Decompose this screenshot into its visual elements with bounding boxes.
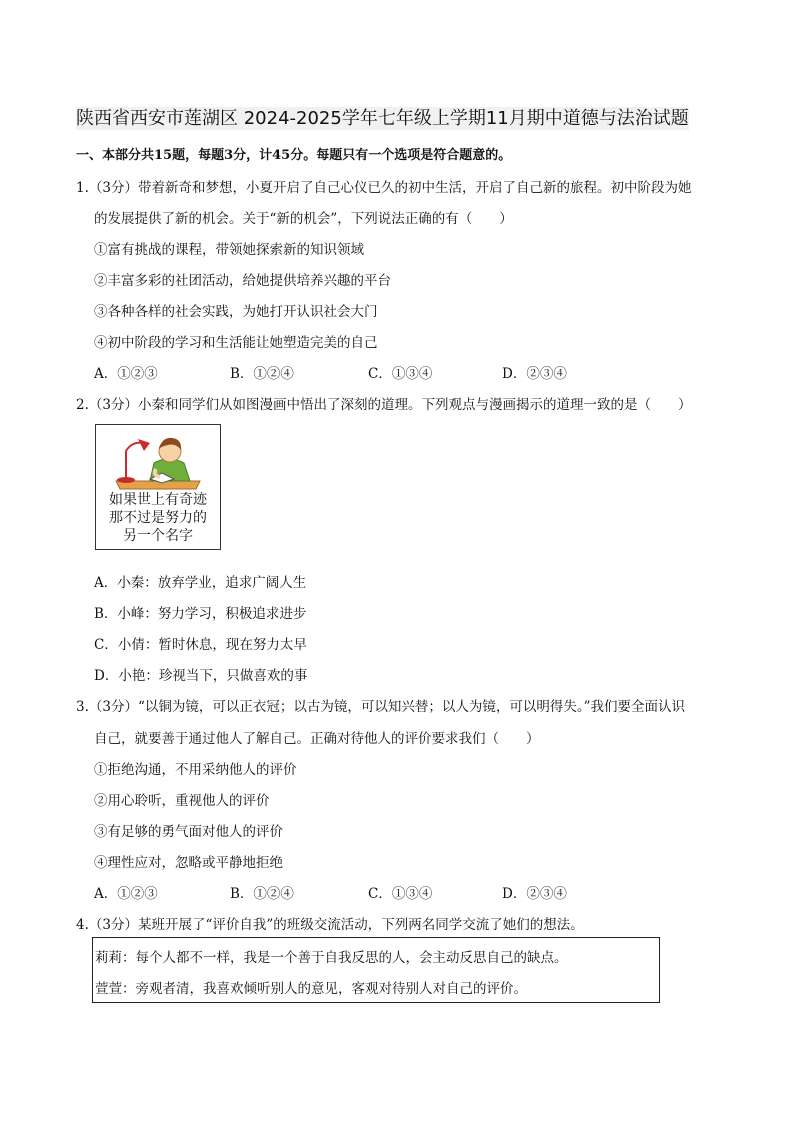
quote-lili: 莉莉：每个人都不一样，我是一个善于自我反思的人，会主动反思自己的缺点。: [95, 950, 568, 966]
studying-boy-illustration: [110, 429, 206, 491]
question-1-stem-line2: 的发展提供了新的机会。关于“新的机会”，下列说法正确的有（ ）: [94, 211, 513, 227]
question-3-item-3: ③有足够的勇气面对他人的评价: [94, 824, 283, 840]
question-3-option-c[interactable]: C．①③④: [368, 886, 433, 902]
question-1-option-b[interactable]: B．①②④: [230, 366, 294, 382]
cartoon-figure: [95, 424, 221, 550]
question-2-option-c[interactable]: C．小倩：暂时休息，现在努力太早: [94, 637, 307, 653]
question-3-option-a[interactable]: A．①②③: [94, 886, 158, 902]
question-3-item-2: ②用心聆听，重视他人的评价: [94, 793, 270, 809]
question-3-stem-line1: 3.（3分）“以铜为镜，可以正衣冠；以古为镜，可以知兴替；以人为镜，可以明得失。”我们要全面认识: [76, 699, 686, 715]
question-4-stem: 4.（3分）某班开展了“评价自我”的班级交流活动，下列两名同学交流了她们的想法。: [76, 917, 584, 933]
quote-box: [92, 937, 660, 1003]
question-3-stem-line2: 自己，就要善于通过他人了解自己。正确对待他人的评价要求我们（ ）: [94, 731, 540, 747]
document-title: 陕西省西安市莲湖区 2024-2025学年七年级上学期11月期中道德与法治试题: [76, 108, 689, 129]
question-2-stem: 2.（3分）小秦和同学们从如图漫画中悟出了深刻的道理。下列观点与漫画揭示的道理一致的是（ ）: [76, 397, 692, 413]
question-1-item-4: ④初中阶段的学习和生活能让她塑造完美的自己: [94, 335, 378, 351]
question-3-option-d[interactable]: D．②③④: [502, 886, 567, 902]
question-1-option-d[interactable]: D．②③④: [502, 366, 567, 382]
quote-xuanxuan: 萱萱：旁观者清，我喜欢倾听别人的意见，客观对待别人对自己的评价。: [95, 981, 527, 997]
question-1-item-3: ③各种各样的社会实践，为她打开认识社会大门: [94, 304, 378, 320]
question-2-option-d[interactable]: D．小艳：珍视当下，只做喜欢的事: [94, 668, 308, 684]
question-1-item-2: ②丰富多彩的社团活动，给她提供培养兴趣的平台: [94, 273, 391, 289]
question-1-option-c[interactable]: C．①③④: [368, 366, 433, 382]
question-1-stem-line1: 1.（3分）带着新奇和梦想，小夏开启了自己心仪已久的初中生活，开启了自己新的旅程。初中阶段为她: [76, 180, 692, 196]
question-3-item-4: ④理性应对，忽略或平静地拒绝: [94, 855, 283, 871]
section-heading: 一、本部分共15题，每题3分，计45分。每题只有一个选项是符合题意的。: [76, 148, 512, 163]
question-2-option-a[interactable]: A．小秦：放弃学业，追求广阔人生: [94, 575, 307, 591]
question-1-option-a[interactable]: A．①②③: [94, 366, 158, 382]
question-3-item-1: ①拒绝沟通，不用采纳他人的评价: [94, 762, 297, 778]
question-2-option-b[interactable]: B．小峰：努力学习，积极追求进步: [94, 606, 307, 622]
question-1-item-1: ①富有挑战的课程，带领她探索新的知识领域: [94, 242, 364, 258]
question-3-option-b[interactable]: B．①②④: [230, 886, 294, 902]
cartoon-caption: 如果世上有奇迹 那不过是努力的 另一个名字: [109, 492, 207, 544]
